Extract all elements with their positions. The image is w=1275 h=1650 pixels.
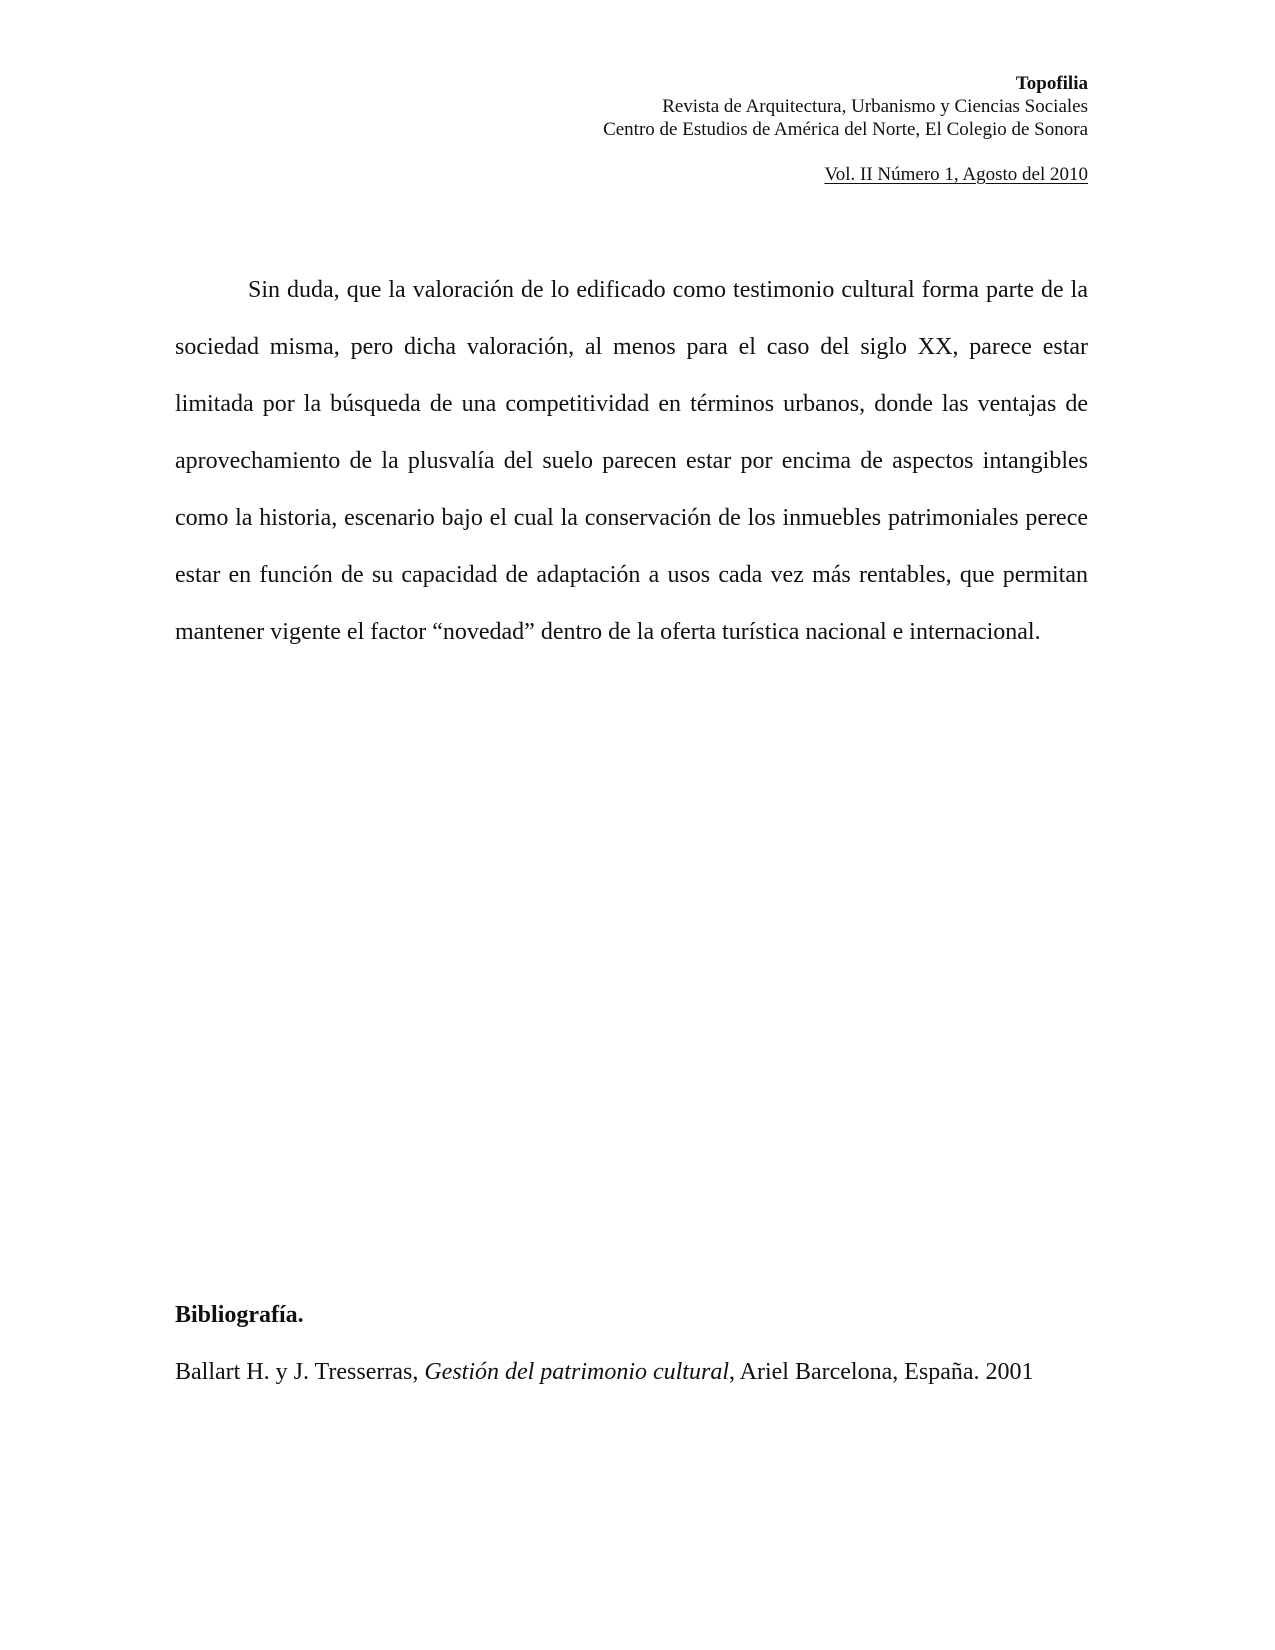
issue-info: Vol. II Número 1, Agosto del 2010 [824,164,1088,185]
bibliography-authors: Ballart H. y J. Tresserras, [175,1359,425,1385]
bibliography-publisher: , Ariel Barcelona, España. 2001 [728,1359,1034,1385]
bibliography-heading: Bibliografía. [175,1302,304,1328]
bibliography-entry [175,1357,1034,1387]
journal-header [603,72,1088,186]
journal-institution: Centro de Estudios de América del Norte, El Colegio de Sonora [603,119,1088,140]
bibliography-book-title: Gestión del patrimonio cultural [424,1359,729,1385]
journal-subtitle: Revista de Arquitectura, Urbanismo y Ciencias Sociales [662,96,1088,117]
journal-title: Topofilia [1015,73,1088,94]
body-paragraph: Sin duda, que la valoración de lo edificado como testimonio cultural forma parte de la sociedad misma, pero dicha valoración, al menos para el caso del siglo XX, parece estar limitada por la búsqueda de una competitividad en términos urbanos, donde las ventajas de aprovechamiento de la plusvalía del suelo parecen estar por encima de aspectos intangibles como la historia, escenario bajo el cual la conservación de los inmuebles patrimoniales perece estar en función de su capacidad de adaptación a usos cada vez más rentables, que permitan mantener vigente el factor “novedad” dentro de la oferta turística nacional e internacional. [175,277,1088,645]
